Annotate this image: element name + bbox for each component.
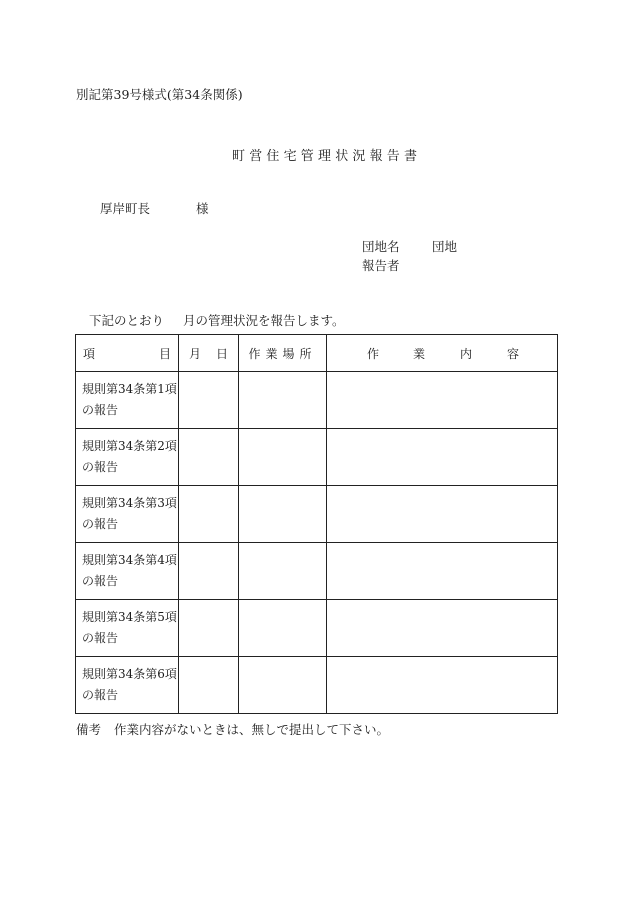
- row-item: [76, 429, 179, 486]
- row-place-cell[interactable]: [239, 486, 327, 543]
- row-date-cell[interactable]: [179, 372, 239, 429]
- row-item-line2: の報告: [82, 460, 119, 474]
- row-item-line2: の報告: [82, 403, 119, 417]
- row-content-cell[interactable]: [327, 543, 558, 600]
- reporter-label: 報告者: [362, 258, 400, 273]
- row-content-cell[interactable]: [327, 486, 558, 543]
- row-item-line2: の報告: [82, 631, 119, 645]
- row-date-cell[interactable]: [179, 657, 239, 714]
- header-work-content: [327, 335, 558, 372]
- table-row: [76, 657, 558, 714]
- header-content-char-1: 作: [367, 347, 380, 361]
- addressee-honorific: 様: [196, 201, 209, 216]
- row-item: [76, 543, 179, 600]
- row-item-line2: の報告: [82, 574, 119, 588]
- row-item-line2: の報告: [82, 517, 119, 531]
- row-place-cell[interactable]: [239, 543, 327, 600]
- row-item-line1: 規則第34条第1項: [82, 382, 177, 396]
- row-place-cell[interactable]: [239, 372, 327, 429]
- row-item-line1: 規則第34条第6項: [82, 667, 177, 681]
- form-number: 別記第39号様式(第34条関係): [76, 87, 243, 102]
- row-item: [76, 600, 179, 657]
- row-item-line1: 規則第34条第3項: [82, 496, 177, 510]
- row-date-cell[interactable]: [179, 486, 239, 543]
- row-item: [76, 657, 179, 714]
- row-place-cell[interactable]: [239, 429, 327, 486]
- complex-suffix: 団地: [432, 239, 458, 254]
- row-item-line1: 規則第34条第2項: [82, 439, 177, 453]
- row-item: [76, 486, 179, 543]
- row-date-cell[interactable]: [179, 600, 239, 657]
- table-row: [76, 429, 558, 486]
- header-month: 月: [189, 347, 202, 361]
- table-row: [76, 372, 558, 429]
- complex-name-label: 団地名: [362, 239, 400, 254]
- report-table: [75, 334, 558, 714]
- addressee-name: 厚岸町長: [100, 201, 151, 216]
- row-item: [76, 372, 179, 429]
- note-label: 備考: [76, 722, 102, 737]
- row-item-line1: 規則第34条第5項: [82, 610, 177, 624]
- header-content-char-4: 容: [507, 347, 520, 361]
- intro-prefix: 下記のとおり: [89, 313, 165, 328]
- header-content-char-2: 業: [413, 347, 426, 361]
- table-row: [76, 543, 558, 600]
- row-content-cell[interactable]: [327, 657, 558, 714]
- header-item: [76, 335, 179, 372]
- row-date-cell[interactable]: [179, 543, 239, 600]
- header-content-char-3: 内: [460, 347, 473, 361]
- header-date: [179, 335, 239, 372]
- row-item-line1: 規則第34条第4項: [82, 553, 177, 567]
- table-row: [76, 486, 558, 543]
- row-date-cell[interactable]: [179, 429, 239, 486]
- note-text: 作業内容がないときは、無しで提出して下さい。: [114, 722, 390, 737]
- header-item-char-1: 項: [83, 347, 96, 361]
- row-item-line2: の報告: [82, 688, 119, 702]
- table-row: [76, 600, 558, 657]
- row-content-cell[interactable]: [327, 372, 558, 429]
- header-work-place: 作業場所: [239, 335, 327, 372]
- intro-suffix: 月の管理状況を報告します。: [183, 313, 345, 328]
- row-content-cell[interactable]: [327, 429, 558, 486]
- header-item-char-2: 目: [158, 347, 171, 361]
- row-place-cell[interactable]: [239, 600, 327, 657]
- page-title: 町営住宅管理状況報告書: [232, 149, 422, 164]
- header-day: 日: [215, 347, 228, 361]
- row-place-cell[interactable]: [239, 657, 327, 714]
- row-content-cell[interactable]: [327, 600, 558, 657]
- table-header-row: [76, 335, 558, 372]
